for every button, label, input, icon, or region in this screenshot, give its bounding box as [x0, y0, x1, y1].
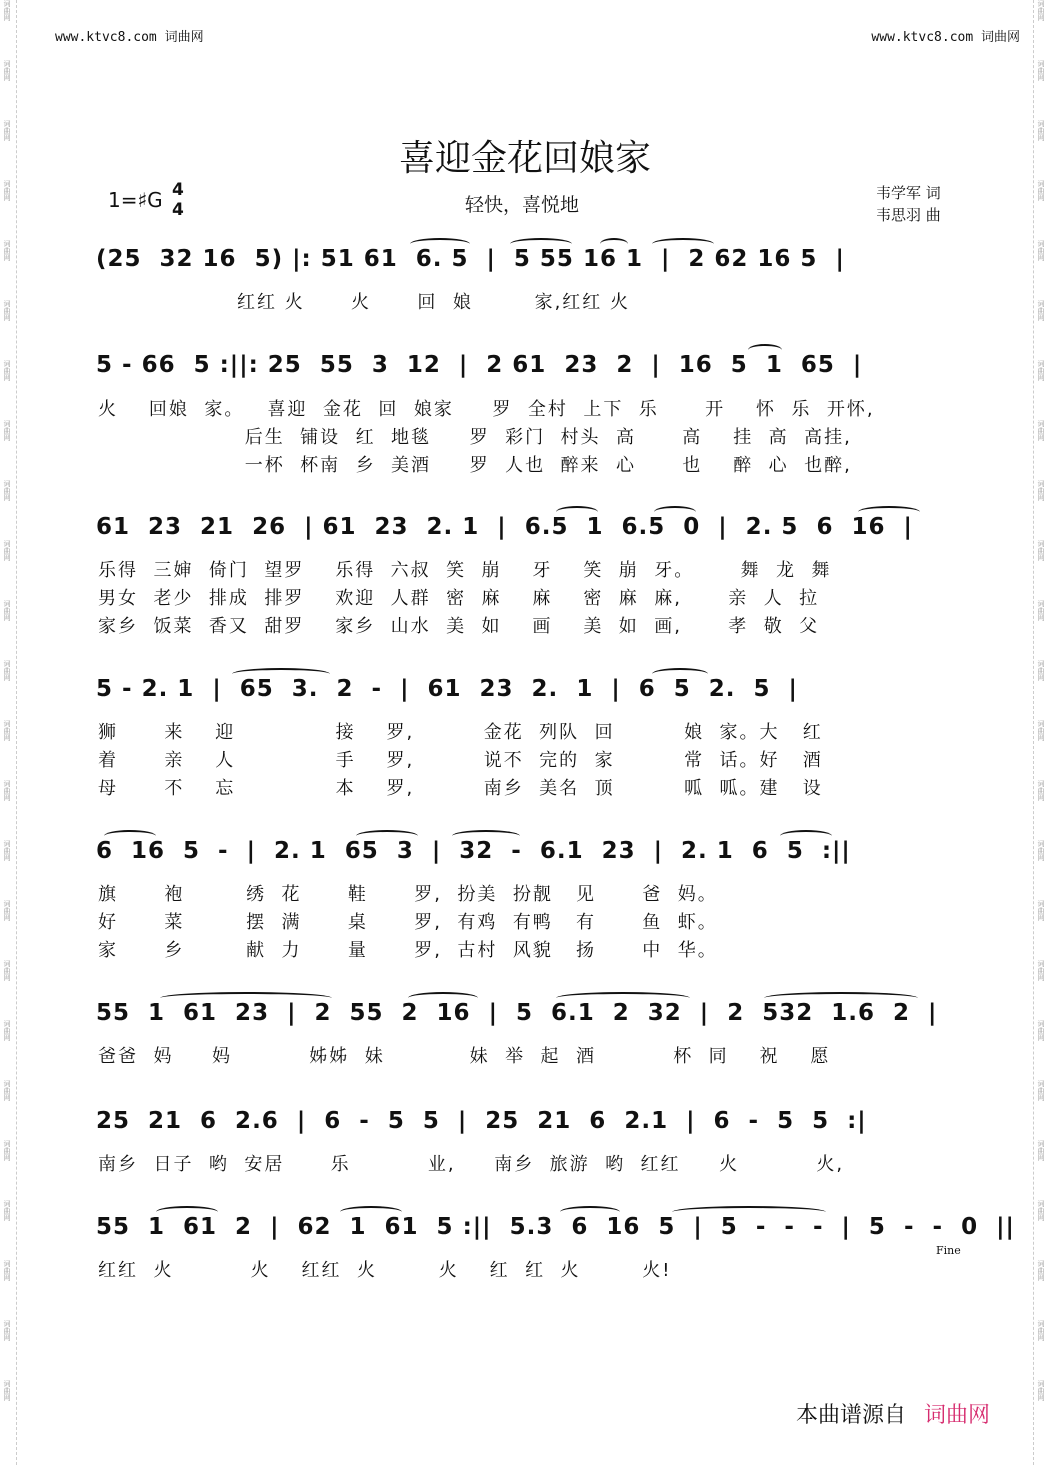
lyric-line: 后生 铺设 红 地毯 罗 彩门 村头 高 高 挂 高 高挂,	[98, 427, 852, 448]
composer-credit: 韦思羽 曲	[876, 206, 941, 224]
side-label: 词曲网	[1037, 780, 1045, 801]
slur-mark	[556, 992, 690, 1004]
lyric-line: 火 回娘 家。 喜迎 金花 回 娘家 罗 全村 上下 乐 开 怀 乐 开怀,	[98, 399, 875, 420]
side-label: 词曲网	[1037, 60, 1045, 81]
slur-mark	[408, 992, 478, 1004]
slur-mark	[652, 668, 708, 680]
notation-line: 5 - 2. 1 | 65 3. 2 - | 61 23 2. 1 | 6 5 2. 5 |	[96, 676, 798, 702]
time-signature-bottom: 4	[172, 200, 184, 220]
lyric-line: 着 亲 人 手 罗, 说不 完的 家 常 话。好 酒	[98, 750, 823, 771]
side-label: 词曲网	[1037, 840, 1045, 861]
slur-mark	[764, 992, 918, 1004]
lyric-line: 母 不 忘 本 罗, 南乡 美名 顶 呱 呱。建 设	[98, 778, 823, 799]
slur-mark	[160, 992, 332, 1004]
footer-brand-link[interactable]: 词曲网	[923, 1403, 990, 1428]
slur-mark	[156, 1206, 218, 1218]
slur-mark	[104, 830, 156, 842]
score-row-5	[96, 838, 956, 872]
side-label: 词曲网	[3, 900, 11, 921]
lyric-line: 南乡 日子 哟 安居 乐 业, 南乡 旅游 哟 红红 火 火,	[98, 1154, 845, 1175]
lyricist-credit: 韦学军 词	[876, 184, 941, 202]
lyric-line: 红红 火 火 回 娘 家,红红 火	[98, 292, 631, 313]
side-label: 词曲网	[1037, 660, 1045, 681]
source-text: 本曲谱源自	[795, 1403, 906, 1428]
slur-mark	[654, 506, 696, 518]
song-title: 喜迎金花回娘家	[398, 138, 651, 179]
side-label: 词曲网	[1037, 1320, 1045, 1341]
side-label: 词曲网	[1037, 180, 1045, 201]
slur-mark	[748, 344, 782, 356]
side-label: 词曲网	[3, 1380, 11, 1401]
side-label: 词曲网	[1037, 240, 1045, 261]
header-site-right[interactable]: www.ktvc8.com 词曲网	[871, 30, 1020, 45]
notation-line: 61 23 21 26 | 61 23 2. 1 | 6.5 1 6.5 0 | 2. 5 6 16 |	[96, 514, 913, 540]
fine-marking: Fine	[936, 1244, 961, 1257]
side-label: 词曲网	[1037, 120, 1045, 141]
side-label: 词曲网	[1037, 1200, 1045, 1221]
slur-mark	[510, 238, 572, 250]
lyric-line: 好 菜 摆 满 桌 罗, 有鸡 有鸭 有 鱼 虾。	[98, 912, 718, 933]
slur-mark	[858, 506, 920, 518]
lyric-line: 爸爸 妈 妈 姊姊 妹 妹 举 起 酒 杯 同 祝 愿	[98, 1046, 831, 1067]
side-label: 词曲网	[3, 1080, 11, 1101]
header-site-left[interactable]: www.ktvc8.com 词曲网	[55, 30, 204, 45]
side-label: 词曲网	[1037, 0, 1045, 21]
side-label: 词曲网	[3, 600, 11, 621]
score-row-7	[96, 1108, 956, 1142]
score-row-6	[96, 1000, 956, 1034]
lyric-line: 乐得 三婶 倚门 望罗 乐得 六叔 笑 崩 牙 笑 崩 牙。 舞 龙 舞	[98, 560, 832, 581]
time-signature	[172, 180, 184, 220]
side-label: 词曲网	[1037, 1380, 1045, 1401]
side-label: 词曲网	[3, 1020, 11, 1041]
lyric-line: 男女 老少 排成 排罗 欢迎 人群 密 麻 麻 密 麻 麻, 亲 人 拉	[98, 588, 820, 609]
side-label: 词曲网	[3, 780, 11, 801]
lyric-line: 家乡 饭菜 香又 甜罗 家乡 山水 美 如 画 美 如 画, 孝 敬 父	[98, 616, 820, 637]
side-label: 词曲网	[3, 1140, 11, 1161]
slur-mark	[340, 1206, 402, 1218]
lyric-line: 红红 火 火 红红 火 火 红 红 火 火!	[98, 1260, 672, 1281]
time-signature-top: 4	[172, 180, 184, 200]
side-label: 词曲网	[1037, 960, 1045, 981]
notation-line: (25 32 16 5) |: 51 61 6. 5 | 5 55 16 1 | 2 62 16 5 |	[96, 246, 845, 272]
side-label: 词曲网	[1037, 1020, 1045, 1041]
notation-line: 55 1 61 2 | 62 1 61 5 :|| 5.3 6 16 5 | 5 - - - | 5 - - 0 ||	[96, 1214, 1015, 1240]
slur-mark	[232, 668, 330, 680]
side-label: 词曲网	[1037, 600, 1045, 621]
side-label: 词曲网	[1037, 420, 1045, 441]
side-label: 词曲网	[3, 840, 11, 861]
slur-mark	[356, 830, 418, 842]
slur-mark	[452, 830, 520, 842]
notation-line: 5 - 66 5 :||: 25 55 3 12 | 2 61 23 2 | 16 5 1 65 |	[96, 352, 863, 378]
side-label: 词曲网	[3, 960, 11, 981]
score-row-8	[96, 1214, 1015, 1248]
side-label: 词曲网	[3, 660, 11, 681]
notation-line: 55 1 61 23 | 2 55 2 16 | 5 6.1 2 32 | 2 532 1.6 2 |	[96, 1000, 938, 1026]
score-row-4	[96, 676, 956, 710]
slur-mark	[780, 830, 832, 842]
side-label: 词曲网	[3, 420, 11, 441]
lyric-line: 旗 袍 绣 花 鞋 罗, 扮美 扮靓 见 爸 妈。	[98, 884, 718, 905]
side-label: 词曲网	[3, 0, 11, 21]
key-signature: 1=♯G	[108, 188, 163, 212]
tempo-marking: 轻快，喜悦地	[465, 194, 580, 216]
side-label: 词曲网	[1037, 300, 1045, 321]
side-label: 词曲网	[1037, 1260, 1045, 1281]
slur-mark	[600, 238, 628, 250]
side-label: 词曲网	[3, 540, 11, 561]
notation-line: 6 16 5 - | 2. 1 65 3 | 32 - 6.1 23 | 2. 1 6 5 :||	[96, 838, 851, 864]
side-label: 词曲网	[1037, 360, 1045, 381]
slur-mark	[652, 238, 714, 250]
side-label: 词曲网	[3, 120, 11, 141]
side-label: 词曲网	[3, 60, 11, 81]
side-label: 词曲网	[3, 360, 11, 381]
side-label: 词曲网	[3, 720, 11, 741]
slur-mark	[410, 238, 470, 250]
side-label: 词曲网	[3, 480, 11, 501]
slur-mark	[560, 1206, 620, 1218]
right-margin-strip	[1033, 0, 1050, 1465]
score-row-1	[96, 246, 956, 280]
slur-mark	[556, 506, 598, 518]
slur-mark	[672, 1206, 826, 1218]
source-footer	[796, 1398, 990, 1429]
side-label: 词曲网	[3, 1260, 11, 1281]
lyric-line: 狮 来 迎 接 罗, 金花 列队 回 娘 家。大 红	[98, 722, 823, 743]
notation-line: 25 21 6 2.6 | 6 - 5 5 | 25 21 6 2.1 | 6 - 5 5 :|	[96, 1108, 867, 1134]
side-label: 词曲网	[1037, 540, 1045, 561]
score-row-3	[96, 514, 956, 548]
side-label: 词曲网	[3, 1200, 11, 1221]
side-label: 词曲网	[3, 240, 11, 261]
side-label: 词曲网	[3, 300, 11, 321]
side-label: 词曲网	[3, 1320, 11, 1341]
side-label: 词曲网	[3, 180, 11, 201]
lyric-line: 家 乡 献 力 量 罗, 古村 风貌 扬 中 华。	[98, 940, 718, 961]
left-margin-strip	[0, 0, 17, 1465]
side-label: 词曲网	[1037, 900, 1045, 921]
side-label: 词曲网	[1037, 1080, 1045, 1101]
score-row-2	[96, 352, 956, 386]
lyric-line: 一杯 杯南 乡 美酒 罗 人也 醉来 心 也 醉 心 也醉,	[98, 455, 852, 476]
side-label: 词曲网	[1037, 480, 1045, 501]
side-label: 词曲网	[1037, 1140, 1045, 1161]
side-label: 词曲网	[1037, 720, 1045, 741]
